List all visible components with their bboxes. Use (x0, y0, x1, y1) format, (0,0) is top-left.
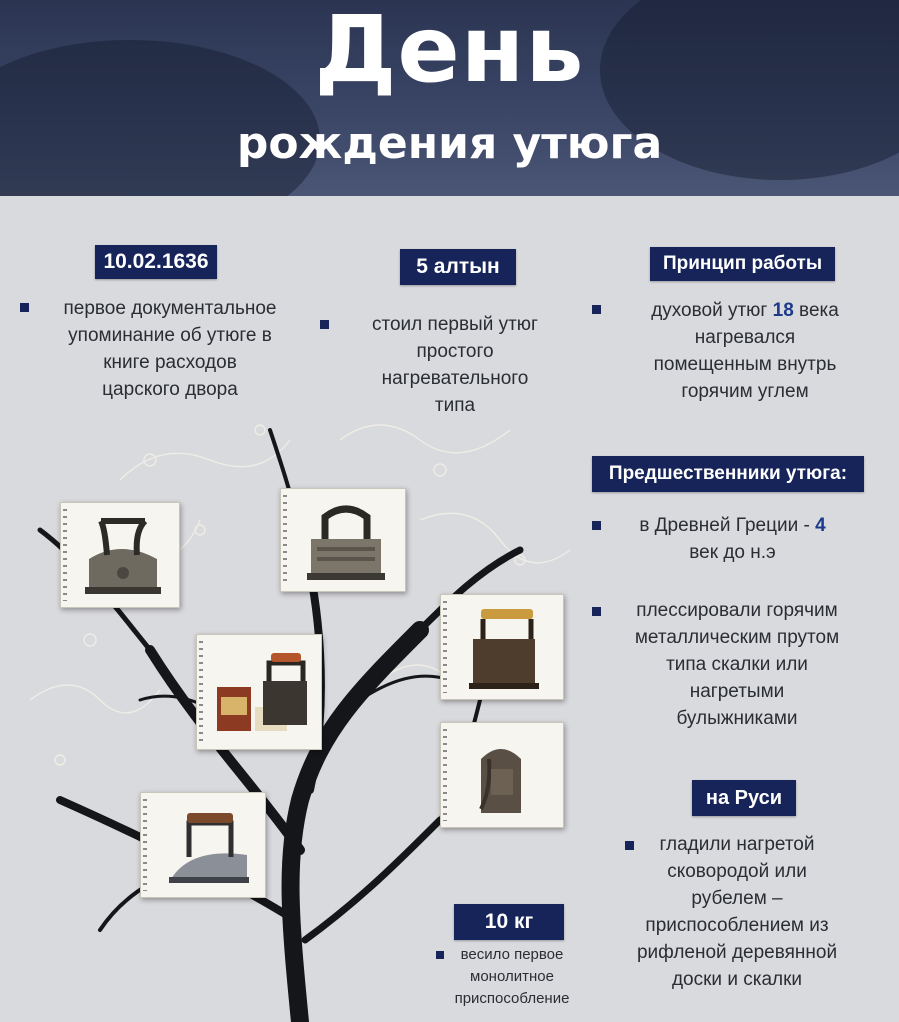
bullet-icon (592, 521, 601, 530)
price-description (345, 311, 565, 419)
text-line: типа скалки или (666, 654, 808, 675)
text-line: металлическим прутом (634, 627, 840, 648)
text-line: книге расходов (103, 352, 237, 373)
text-line: монолитное (470, 968, 554, 985)
century-number: 4 (815, 515, 826, 536)
price-badge: 5 алтын (400, 249, 516, 285)
iron-photo-5 (440, 722, 564, 828)
text-line: век до н.э (689, 542, 776, 563)
text-fragment: духовой утюг (651, 300, 773, 321)
text-line (620, 297, 870, 324)
date-description (40, 295, 300, 403)
text-line: плессировали горячим (636, 600, 838, 621)
iron-icon (291, 495, 397, 585)
text-line: нагретыми (689, 681, 785, 702)
predecessors-badge: Предшественники утюга: (592, 456, 864, 492)
rus-badge: на Руси (692, 780, 796, 816)
text-fragment: в Древней Греции - (639, 515, 816, 536)
text-line: доски и скалки (671, 969, 803, 990)
text-line (615, 512, 850, 539)
century-number: 18 (772, 300, 794, 321)
iron-photo-1 (60, 502, 180, 608)
principle-badge: Принцип работы (650, 247, 835, 281)
text-line: простого (416, 341, 494, 362)
bullet-icon (320, 320, 329, 329)
text-line: рубелем – (691, 888, 783, 909)
rus-description (622, 831, 852, 993)
text-line: булыжниками (676, 708, 798, 729)
text-line: стоил первый утюг (372, 314, 538, 335)
text-line: рифленой деревянной (636, 942, 838, 963)
text-line: гладили нагретой (659, 834, 815, 855)
iron-icon (207, 641, 315, 741)
bullet-icon (592, 305, 601, 314)
text-line: нагревательного (381, 368, 529, 389)
text-line: первое документальное (63, 298, 277, 319)
page-title: День (314, 0, 585, 103)
principle-description (620, 297, 870, 405)
text-fragment: века (793, 300, 839, 321)
iron-photo-2 (280, 488, 406, 592)
text-line: приспособление (454, 990, 570, 1007)
iron-photo-6 (140, 792, 266, 898)
weight-badge: 10 кг (454, 904, 564, 940)
weight-description (442, 944, 582, 1010)
pleating-description (612, 597, 862, 732)
iron-photo-4 (196, 634, 322, 750)
iron-photo-3 (440, 594, 564, 700)
text-line: нагревался (694, 327, 796, 348)
text-line: горячим углем (681, 381, 809, 402)
iron-icon (151, 799, 259, 891)
header-banner (0, 0, 899, 196)
date-badge: 10.02.1636 (95, 245, 217, 279)
text-line: сковородой или (667, 861, 807, 882)
iron-icon (451, 729, 555, 821)
text-line: помещенным внутрь (653, 354, 837, 375)
text-line: типа (434, 395, 476, 416)
iron-icon (451, 601, 555, 693)
bullet-icon (592, 607, 601, 616)
text-line: приспособлением из (645, 915, 829, 936)
iron-icon (71, 509, 171, 601)
text-line: царского двора (102, 379, 238, 400)
bullet-icon (20, 303, 29, 312)
greece-description (615, 512, 850, 566)
text-line: весило первое (460, 946, 564, 963)
page-subtitle: рождения утюга (236, 118, 663, 169)
text-line: упоминание об утюге в (68, 325, 272, 346)
